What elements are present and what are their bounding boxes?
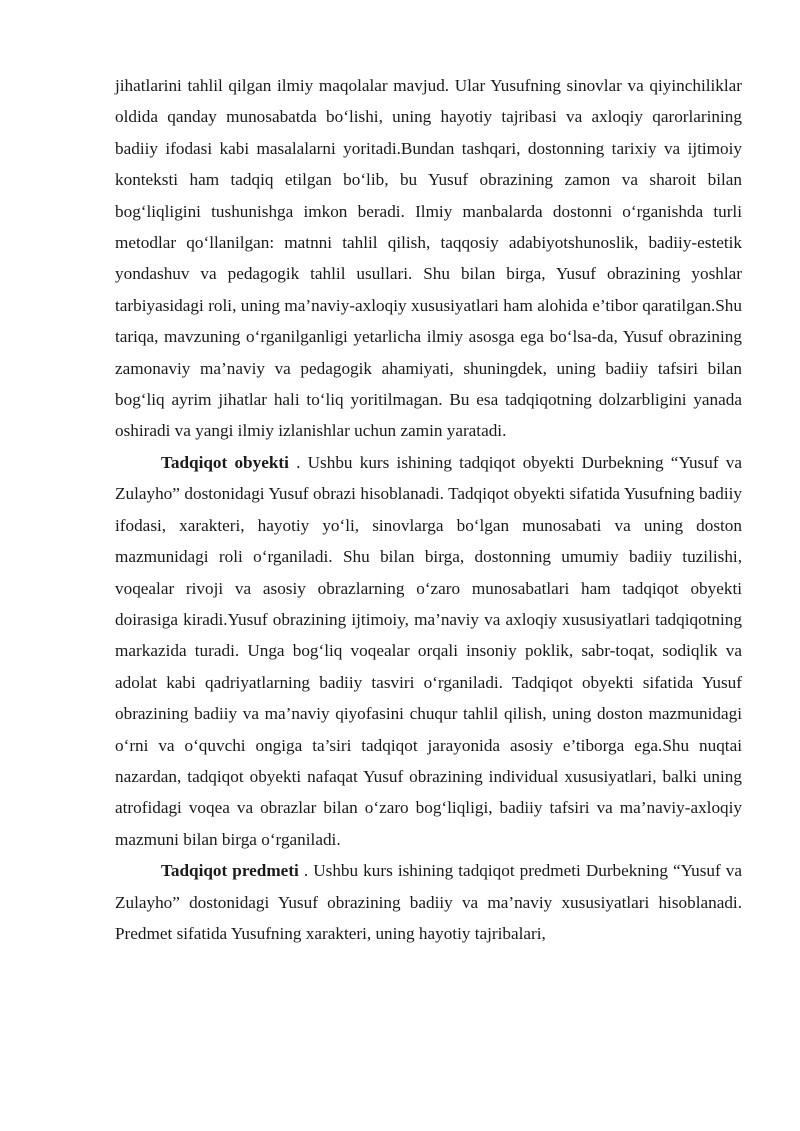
research-object-term: Tadqiqot obyekti <box>161 452 289 472</box>
paragraph-text: jihatlarini tahlil qilgan ilmiy maqolalar mavjud. Ular Yusufning sinovlar va qiyinchiliklar oldida qanday munosabatda bo‘lishi, uning hayotiy tajribasi va axloqiy qarorlarining badiiy ifodasi kabi masalalarni yoritadi.Bundan tashqari, dostonning tarixiy va ijtimoiy konteksti ham tadqiq etilgan bo‘lib, bu Yusuf obrazining zamon va sharoit bilan bog‘liqligini tushunishga imkon beradi. Ilmiy manbalarda dostonni o‘rganishda turli metodlar qo‘llanilgan: matnni tahlil qilish, taqqosiy adabiyotshunoslik, badiiy-estetik yondashuv va pedagogik tahlil usullari. Shu bilan birga, Yusuf obrazining yoshlar tarbiyasidagi roli, uning ma’naviy-axloqiy xususiyatlari ham alohida e’tibor qaratilgan.Shu tariqa, mavzuning o‘rganilganligi yetarlicha ilmiy asosga ega bo‘lsa-da, Yusuf obrazining zamonaviy ma’naviy va pedagogik ahamiyati, shuningdek, uning badiiy tafsiri bilan bog‘liq ayrim jihatlar hali to‘liq yoritilmagan. Bu esa tadqiqotning dolzarbligini yanada oshiradi va yangi ilmiy izlanishlar uchun zamin yaratadi. <box>115 76 742 441</box>
paragraph-literature-review <box>115 70 742 447</box>
research-subject-term: Tadqiqot predmeti <box>161 861 299 881</box>
paragraph-research-subject <box>115 855 742 949</box>
document-page <box>115 70 742 949</box>
paragraph-research-object <box>115 447 742 855</box>
paragraph-text: . Ushbu kurs ishining tadqiqot obyekti Durbekning “Yusuf va Zulayho” dostonidagi Yusuf obrazi hisoblanadi. Tadqiqot obyekti sifatida Yusufning badiiy ifodasi, xarakteri, hayotiy yo‘li, sinovlarga bo‘lgan munosabati va uning doston mazmunidagi roli o‘rganiladi. Shu bilan birga, dostonning umumiy badiiy tuzilishi, voqealar rivoji va asosiy obrazlarning o‘zaro munosabatlari ham tadqiqot obyekti doirasiga kiradi.Yusuf obrazining ijtimoiy, ma’naviy va axloqiy xususiyatlari tadqiqotning markazida turadi. Unga bog‘liq voqealar orqali insoniy poklik, sabr-toqat, sodiqlik va adolat kabi qadriyatlarning badiiy tasviri o‘rganiladi. Tadqiqot obyekti sifatida Yusuf obrazining badiiy va ma’naviy qiyofasini chuqur tahlil qilish, uning doston mazmunidagi o‘rni va o‘quvchi ongiga ta’siri tadqiqot jarayonida asosiy e’tiborga ega.Shu nuqtai nazardan, tadqiqot obyekti nafaqat Yusuf obrazining individual xususiyatlari, balki uning atrofidagi voqea va obrazlar bilan o‘zaro bog‘liqligi, badiiy tafsiri va ma’naviy-axloqiy mazmuni bilan birga o‘rganiladi. <box>115 452 742 849</box>
paragraph-text: . Ushbu kurs ishining tadqiqot predmeti Durbekning “Yusuf va Zulayho” dostonidagi Yusuf obrazining badiiy va ma’naviy xususiyatlari hisoblanadi. Predmet sifatida Yusufning xarakteri, uning hayotiy tajribalari, <box>115 861 742 943</box>
